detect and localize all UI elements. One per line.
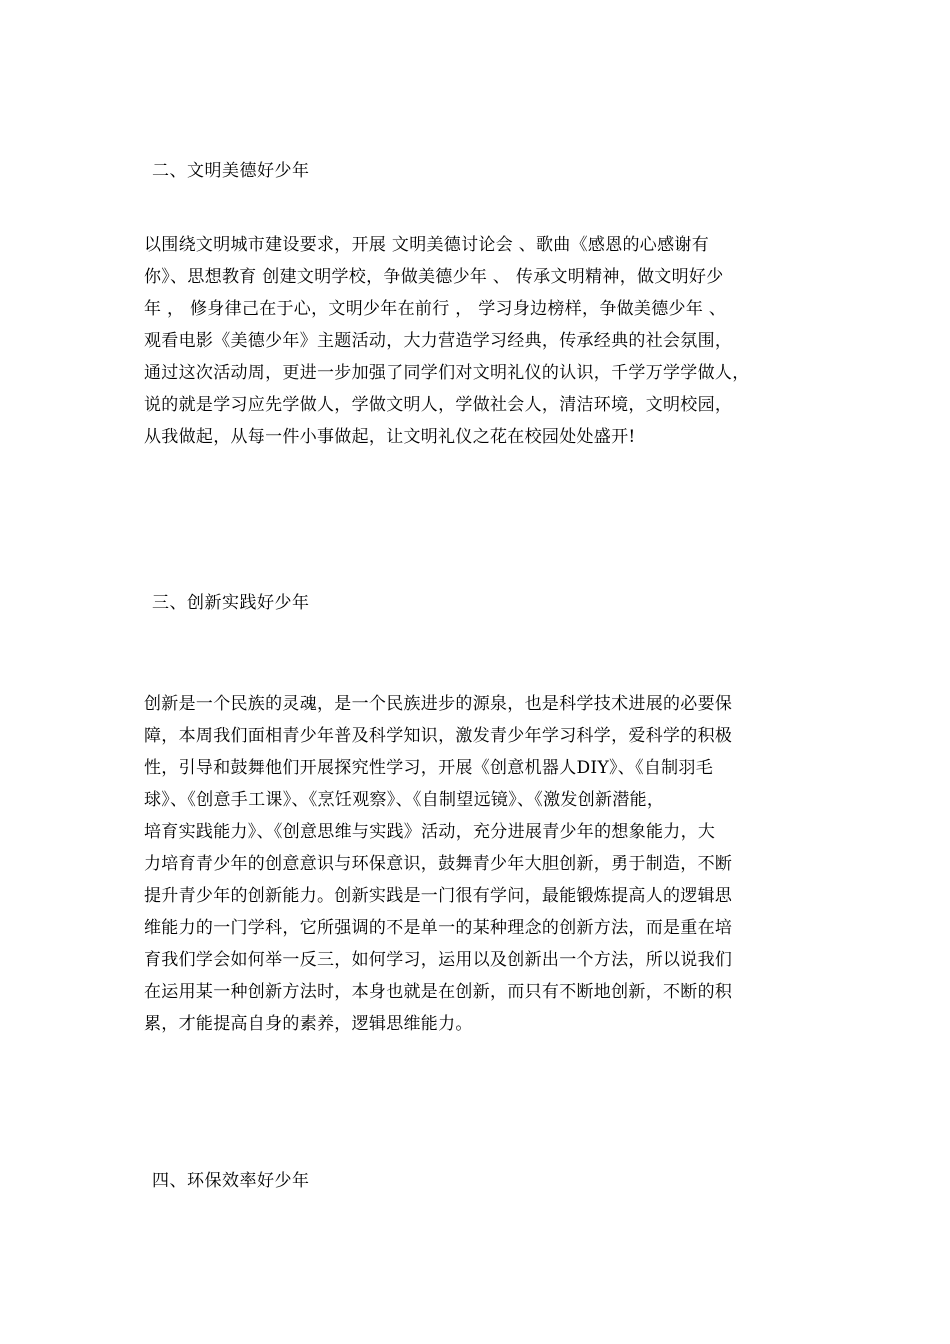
paragraph-line: 观看电影《美德少年》主题活动，大力营造学习经典，传承经典的社会氛围， <box>144 331 733 351</box>
paragraph-line: 障，本周我们面相青少年普及科学知识，激发青少年学习科学，爱科学的积极 <box>144 726 733 746</box>
paragraph-line: 通过这次活动周，更进一步加强了同学们对文明礼仪的认识，千学万学学做人， <box>144 363 750 383</box>
paragraph-line: 累，才能提高自身的素养，逻辑思维能力。 <box>144 1014 473 1034</box>
paragraph-line: 培育实践能力》、《创意思维与实践》活动，充分进展青少年的想象能力，大 <box>144 822 716 842</box>
paragraph-line: 提升青少年的创新能力。创新实践是一门很有学问，最能锻炼提高人的逻辑思 <box>144 886 733 906</box>
paragraph-line: 力培育青少年的创意意识与环保意识，鼓舞青少年大胆创新，勇于制造，不断 <box>144 854 733 874</box>
paragraph-line: 维能力的一门学科，它所强调的不是单一的某种理念的创新方法，而是重在培 <box>144 918 733 938</box>
paragraph-line: 在运用某一种创新方法时，本身也就是在创新，而只有不断地创新，不断的积 <box>144 982 733 1002</box>
paragraph-line: 说的就是学习应先学做人，学做文明人，学做社会人，清洁环境，文明校园， <box>144 395 733 415</box>
paragraph-line: 年 ， 修身律己在于心，文明少年在前行 ， 学习身边榜样，争做美德少年 、 <box>144 299 727 319</box>
paragraph-line: 以围绕文明城市建设要求，开展 文明美德讨论会 、歌曲《感恩的心感谢有 <box>144 235 710 255</box>
paragraph-line: 球》、《创意手工课》、《烹饪观察》、《自制望远镜》、《激发创新潜能， <box>144 790 665 810</box>
paragraph-line: 你》、思想教育 创建文明学校，争做美德少年 、 传承文明精神，做文明好少 <box>144 267 724 287</box>
paragraph-line: 创新是一个民族的灵魂，是一个民族进步的源泉，也是科学技术进展的必要保 <box>144 694 733 714</box>
section-paragraph-2 <box>144 229 816 453</box>
paragraph-line: 从我做起，从每一件小事做起，让文明礼仪之花在校园处处盛开! <box>144 427 636 447</box>
paragraph-line: 性，引导和鼓舞他们开展探究性学习，开展《创意机器人DIY》、《自制羽毛 <box>144 758 714 778</box>
section-heading-2: 二、文明美德好少年 <box>152 161 310 181</box>
section-paragraph-3 <box>144 688 816 1040</box>
paragraph-line: 育我们学会如何举一反三，如何学习，运用以及创新出一个方法，所以说我们 <box>144 950 733 970</box>
section-heading-3: 三、创新实践好少年 <box>152 593 310 613</box>
section-heading-4: 四、环保效率好少年 <box>152 1171 310 1191</box>
